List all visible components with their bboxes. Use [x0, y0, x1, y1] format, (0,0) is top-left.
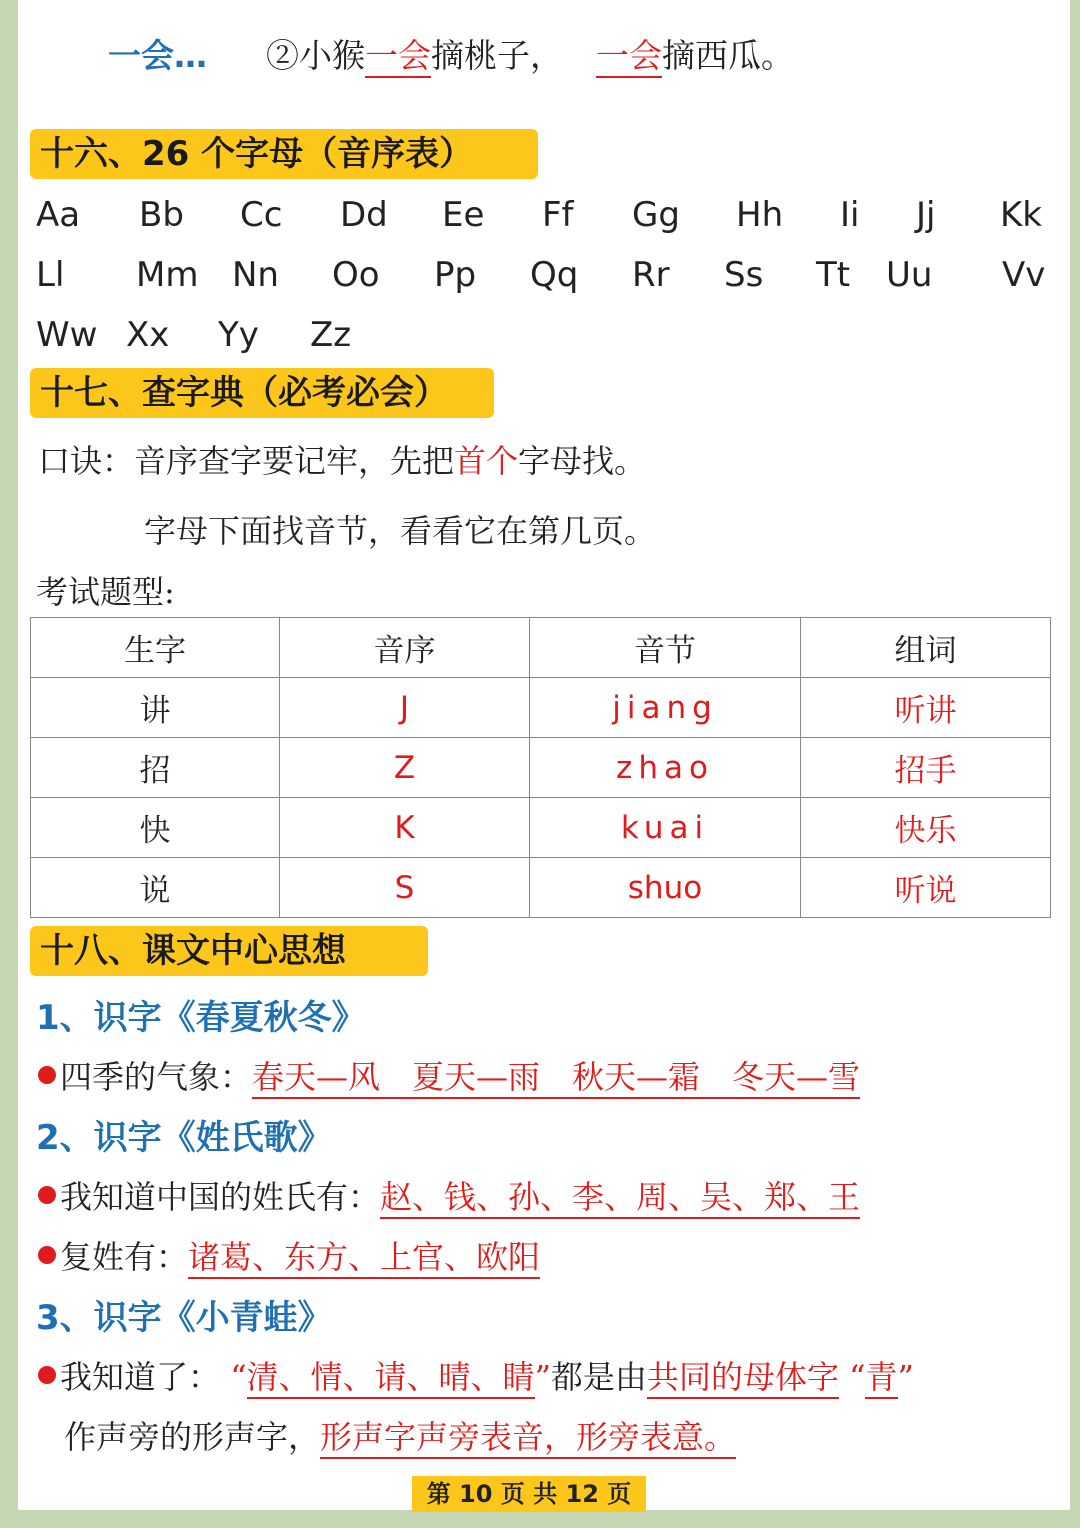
- item-3-quote2-open: “: [849, 1358, 866, 1396]
- item-3-quote2-close: ”: [897, 1358, 914, 1396]
- item-3-title: 3、识字《小青蛙》: [36, 1298, 332, 1338]
- letter: Pp: [434, 255, 477, 295]
- letter: Uu: [886, 255, 933, 295]
- letter: Bb: [139, 195, 184, 235]
- top-underline-1: 一会: [365, 36, 431, 78]
- letter: Ss: [724, 255, 764, 295]
- item-3-qing: 青: [865, 1358, 897, 1399]
- letter: Oo: [332, 255, 380, 295]
- letter: Yy: [218, 315, 259, 355]
- item-3-chars: 清、情、请、晴、睛: [247, 1358, 535, 1399]
- item-3-label: 我知道了：: [60, 1358, 221, 1396]
- letter: Tt: [816, 255, 851, 295]
- item-3-line-2: [64, 1412, 736, 1458]
- table-header: 音节: [530, 618, 801, 678]
- item-3-underline-mid: 共同的母体字: [647, 1358, 839, 1399]
- rhyme-line-1: [38, 436, 646, 482]
- page: [18, 0, 1070, 1510]
- cell-word: 招手: [801, 738, 1051, 798]
- top-underline-2: 一会: [596, 36, 662, 78]
- item-1-label: 四季的气象：: [60, 1058, 253, 1096]
- item-3-line-1: [38, 1352, 914, 1398]
- section-18-heading: 十八、课文中心思想: [30, 926, 428, 976]
- top-term: 一会…: [108, 36, 207, 75]
- letter: Kk: [1000, 195, 1042, 235]
- item-2-label-2: 复姓有：: [60, 1238, 189, 1276]
- item-1-answer: 春天—风 夏天—雨 秋天—霜 冬天—雪: [252, 1058, 860, 1099]
- rhyme-red-text: 首个: [454, 442, 519, 480]
- top-example-line: [108, 30, 794, 77]
- rhyme-text-b: 字母找。: [518, 442, 647, 480]
- rhyme-label: 口诀：: [38, 442, 135, 480]
- cell-word: 快乐: [801, 798, 1051, 858]
- table-row: [31, 858, 1051, 918]
- table-row: [31, 678, 1051, 738]
- table-header: 组词: [801, 618, 1051, 678]
- cell-syllable: jiang: [530, 678, 801, 738]
- letter: Ii: [840, 195, 860, 235]
- cell-char: 说: [31, 858, 280, 918]
- table-header: 生字: [31, 618, 280, 678]
- top-text-3: 摘西瓜。: [662, 36, 794, 75]
- cell-syllable: zhao: [530, 738, 801, 798]
- letter: Aa: [36, 195, 81, 235]
- letter: Mm: [136, 255, 199, 295]
- table-header: 音序: [280, 618, 530, 678]
- item-3-quote-close: ”: [534, 1358, 551, 1396]
- letter: Qq: [530, 255, 579, 295]
- cell-initial: S: [280, 858, 530, 918]
- letter: Gg: [632, 195, 680, 235]
- rhyme-text-a: 音序查字要记牢，先把: [134, 442, 455, 480]
- item-2-line-2: [38, 1232, 540, 1278]
- table-header-row: [31, 618, 1051, 678]
- letter: Ee: [442, 195, 485, 235]
- letter: Ll: [36, 255, 65, 295]
- rhyme-line-2: 字母下面找音节，看看它在第几页。: [144, 512, 657, 550]
- letter: Vv: [1002, 255, 1046, 295]
- exam-label: 考试题型:: [36, 573, 175, 611]
- item-2-answer-2: 诸葛、东方、上官、欧阳: [188, 1238, 540, 1279]
- cell-initial: J: [280, 678, 530, 738]
- cell-char: 快: [31, 798, 280, 858]
- item-2-line-1: [38, 1172, 860, 1218]
- cell-syllable: shuo: [530, 858, 801, 918]
- item-3-quote-open: “: [230, 1358, 247, 1396]
- item-2-title: 2、识字《姓氏歌》: [36, 1118, 332, 1158]
- letter: Ww: [36, 315, 98, 355]
- letter: Dd: [340, 195, 388, 235]
- letter: Zz: [310, 315, 352, 355]
- letter: Rr: [632, 255, 670, 295]
- cell-word: 听说: [801, 858, 1051, 918]
- cell-word: 听讲: [801, 678, 1051, 738]
- cell-initial: Z: [280, 738, 530, 798]
- page-number-footer: 第 10 页 共 12 页: [412, 1476, 646, 1512]
- item-3-line2-text: 作声旁的形声字，: [64, 1418, 321, 1456]
- table-row: [31, 798, 1051, 858]
- letter: Cc: [240, 195, 283, 235]
- bullet-icon: [38, 1246, 56, 1264]
- letter: Xx: [126, 315, 170, 355]
- item-1-line: [38, 1052, 860, 1098]
- cell-initial: K: [280, 798, 530, 858]
- bullet-icon: [38, 1366, 56, 1384]
- bullet-icon: [38, 1186, 56, 1204]
- top-text-1: 小猴: [299, 36, 365, 75]
- dictionary-table: [30, 617, 1051, 918]
- letter: Ff: [542, 195, 574, 235]
- letter: Jj: [916, 195, 936, 235]
- item-1-title: 1、识字《春夏秋冬》: [36, 998, 366, 1038]
- section-16-heading: 十六、26 个字母（音序表）: [30, 129, 538, 179]
- item-3-mid: 都是由: [550, 1358, 647, 1396]
- item-2-label-1: 我知道中国的姓氏有：: [60, 1178, 381, 1216]
- section-17-heading: 十七、查字典（必考必会）: [30, 368, 494, 418]
- table-row: [31, 738, 1051, 798]
- letter: Hh: [736, 195, 784, 235]
- item-3-line2-underline: 形声字声旁表音，形旁表意。: [320, 1418, 736, 1459]
- item-2-answer-1: 赵、钱、孙、李、周、吴、郑、王: [380, 1178, 860, 1219]
- letter: Nn: [232, 255, 279, 295]
- top-text-2: 摘桃子，: [431, 36, 563, 75]
- bullet-icon: [38, 1066, 56, 1084]
- cell-char: 讲: [31, 678, 280, 738]
- cell-char: 招: [31, 738, 280, 798]
- cell-syllable: kuai: [530, 798, 801, 858]
- top-number: ②: [266, 36, 299, 75]
